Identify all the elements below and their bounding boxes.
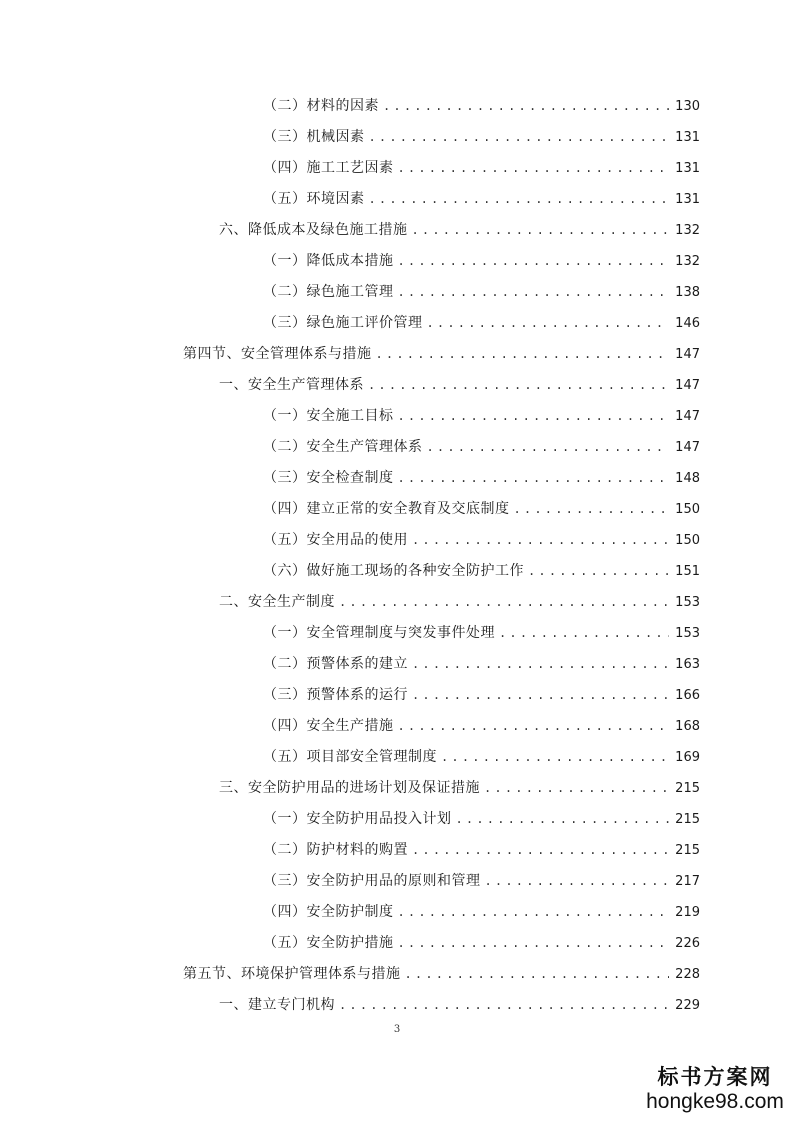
- toc-entry-title: （四）建立正常的安全教育及交底制度: [263, 501, 510, 517]
- toc-entry-page: 131: [675, 161, 700, 176]
- watermark-url: hongke98.com: [646, 1090, 784, 1113]
- toc-entry-page: 132: [675, 254, 700, 269]
- toc-entry[interactable]: [0, 773, 700, 804]
- toc-entry-title: （三）绿色施工评价管理: [263, 315, 423, 331]
- toc-entry[interactable]: [0, 649, 700, 680]
- toc-entry[interactable]: [0, 184, 700, 215]
- toc-entry-title: （四）施工工艺因素: [263, 160, 394, 176]
- toc-entry[interactable]: [0, 153, 700, 184]
- toc-entry-page: 130: [675, 99, 700, 114]
- toc-entry-title: （二）绿色施工管理: [263, 284, 394, 300]
- toc-dot-leader: [398, 463, 670, 494]
- toc-entry[interactable]: [0, 525, 700, 556]
- toc-entry-title: （二）安全生产管理体系: [263, 439, 423, 455]
- toc-entry-title: （三）安全防护用品的原则和管理: [263, 873, 481, 889]
- toc-entry[interactable]: [0, 556, 700, 587]
- toc-entry-title: （一）安全防护用品投入计划: [263, 811, 452, 827]
- toc-entry-page: 168: [675, 719, 700, 734]
- toc-dot-leader: [369, 122, 670, 153]
- toc-entry-page: 217: [675, 874, 700, 889]
- toc-entry-page: 228: [675, 967, 700, 982]
- toc-entry[interactable]: [0, 370, 700, 401]
- toc-entry-title: 二、安全生产制度: [219, 594, 335, 610]
- toc-entry[interactable]: [0, 990, 700, 1021]
- toc-entry[interactable]: [0, 401, 700, 432]
- toc-entry[interactable]: [0, 618, 700, 649]
- toc-entry-page: 147: [675, 347, 700, 362]
- toc-entry-page: 229: [675, 998, 700, 1013]
- toc-entry-page: 169: [675, 750, 700, 765]
- toc-dot-leader: [339, 990, 669, 1021]
- watermark-name: 标书方案网: [657, 1065, 773, 1089]
- toc-entry-title: （五）环境因素: [263, 191, 365, 207]
- toc-dot-leader: [514, 494, 670, 525]
- toc-entry-title: （四）安全防护制度: [263, 904, 394, 920]
- toc-entry-page: 150: [675, 533, 700, 548]
- toc-entry-title: （六）做好施工现场的各种安全防护工作: [263, 563, 524, 579]
- toc-entry-title: （一）安全施工目标: [263, 408, 394, 424]
- toc-entry[interactable]: [0, 959, 700, 990]
- toc-entry-title: （三）预警体系的运行: [263, 687, 408, 703]
- toc-entry[interactable]: [0, 494, 700, 525]
- toc-entry-page: 215: [675, 812, 700, 827]
- toc-dot-leader: [405, 959, 670, 990]
- toc-entry-page: 138: [675, 285, 700, 300]
- watermark-logo: [640, 1064, 790, 1114]
- toc-entry-title: （四）安全生产措施: [263, 718, 394, 734]
- table-of-contents: [0, 91, 794, 1021]
- toc-entry-title: （一）降低成本措施: [263, 253, 394, 269]
- page-number: 3: [393, 1024, 401, 1035]
- toc-dot-leader: [484, 773, 669, 804]
- toc-dot-leader: [339, 587, 669, 618]
- toc-entry-page: 153: [675, 595, 700, 610]
- toc-entry-title: （二）材料的因素: [263, 98, 379, 114]
- toc-dot-leader: [456, 804, 670, 835]
- toc-entry-page: 226: [675, 936, 700, 951]
- toc-entry-title: 三、安全防护用品的进场计划及保证措施: [219, 780, 480, 796]
- toc-entry-page: 147: [675, 440, 700, 455]
- toc-dot-leader: [412, 525, 669, 556]
- toc-entry-title: （五）项目部安全管理制度: [263, 749, 437, 765]
- toc-entry-title: 六、降低成本及绿色施工措施: [219, 222, 408, 238]
- toc-entry[interactable]: [0, 680, 700, 711]
- toc-entry-title: （五）安全防护措施: [263, 935, 394, 951]
- toc-dot-leader: [412, 649, 669, 680]
- toc-entry-page: 150: [675, 502, 700, 517]
- toc-entry-title: （三）安全检查制度: [263, 470, 394, 486]
- toc-entry[interactable]: [0, 91, 700, 122]
- toc-entry-page: 151: [675, 564, 700, 579]
- toc-entry-page: 131: [675, 192, 700, 207]
- toc-dot-leader: [412, 835, 669, 866]
- toc-dot-leader: [376, 339, 670, 370]
- toc-dot-leader: [383, 91, 669, 122]
- toc-entry-title: （二）预警体系的建立: [263, 656, 408, 672]
- toc-dot-leader: [528, 556, 669, 587]
- toc-dot-leader: [412, 680, 669, 711]
- toc-entry-title: （五）安全用品的使用: [263, 532, 408, 548]
- toc-entry-title: （三）机械因素: [263, 129, 365, 145]
- toc-dot-leader: [427, 432, 670, 463]
- toc-entry-title: （二）防护材料的购置: [263, 842, 408, 858]
- toc-dot-leader: [427, 308, 670, 339]
- toc-entry-title: 一、建立专门机构: [219, 997, 335, 1013]
- toc-entry-page: 147: [675, 378, 700, 393]
- toc-entry[interactable]: [0, 122, 700, 153]
- toc-dot-leader: [412, 215, 670, 246]
- toc-entry-title: 第五节、环境保护管理体系与措施: [183, 966, 401, 982]
- toc-entry[interactable]: [0, 866, 700, 897]
- toc-dot-leader: [398, 277, 670, 308]
- toc-dot-leader: [485, 866, 670, 897]
- toc-dot-leader: [398, 711, 670, 742]
- toc-entry[interactable]: [0, 711, 700, 742]
- toc-entry-page: 131: [675, 130, 700, 145]
- toc-entry-page: 146: [675, 316, 700, 331]
- toc-entry-title: （一）安全管理制度与突发事件处理: [263, 625, 495, 641]
- toc-entry-page: 153: [675, 626, 700, 641]
- toc-entry[interactable]: [0, 246, 700, 277]
- toc-entry[interactable]: [0, 308, 700, 339]
- toc-dot-leader: [398, 246, 670, 277]
- toc-dot-leader: [398, 401, 670, 432]
- toc-dot-leader: [369, 184, 670, 215]
- toc-dot-leader: [368, 370, 669, 401]
- toc-entry[interactable]: [0, 432, 700, 463]
- toc-entry-title: 第四节、安全管理体系与措施: [183, 346, 372, 362]
- toc-dot-leader: [398, 153, 670, 184]
- toc-entry[interactable]: [0, 215, 700, 246]
- toc-entry-page: 132: [675, 223, 700, 238]
- toc-entry[interactable]: [0, 928, 700, 959]
- toc-entry[interactable]: [0, 897, 700, 928]
- toc-entry-page: 219: [675, 905, 700, 920]
- toc-entry-page: 215: [675, 843, 700, 858]
- toc-entry[interactable]: [0, 587, 700, 618]
- toc-entry-page: 147: [675, 409, 700, 424]
- toc-entry-title: 一、安全生产管理体系: [219, 377, 364, 393]
- toc-entry[interactable]: [0, 339, 700, 370]
- toc-entry-page: 166: [675, 688, 700, 703]
- toc-dot-leader: [398, 928, 670, 959]
- toc-entry[interactable]: [0, 277, 700, 308]
- toc-entry-page: 163: [675, 657, 700, 672]
- toc-entry[interactable]: [0, 463, 700, 494]
- toc-dot-leader: [441, 742, 669, 773]
- toc-dot-leader: [398, 897, 670, 928]
- toc-entry-page: 148: [675, 471, 700, 486]
- toc-entry[interactable]: [0, 804, 700, 835]
- toc-dot-leader: [499, 618, 669, 649]
- toc-entry-page: 215: [675, 781, 700, 796]
- toc-entry[interactable]: [0, 835, 700, 866]
- toc-entry[interactable]: [0, 742, 700, 773]
